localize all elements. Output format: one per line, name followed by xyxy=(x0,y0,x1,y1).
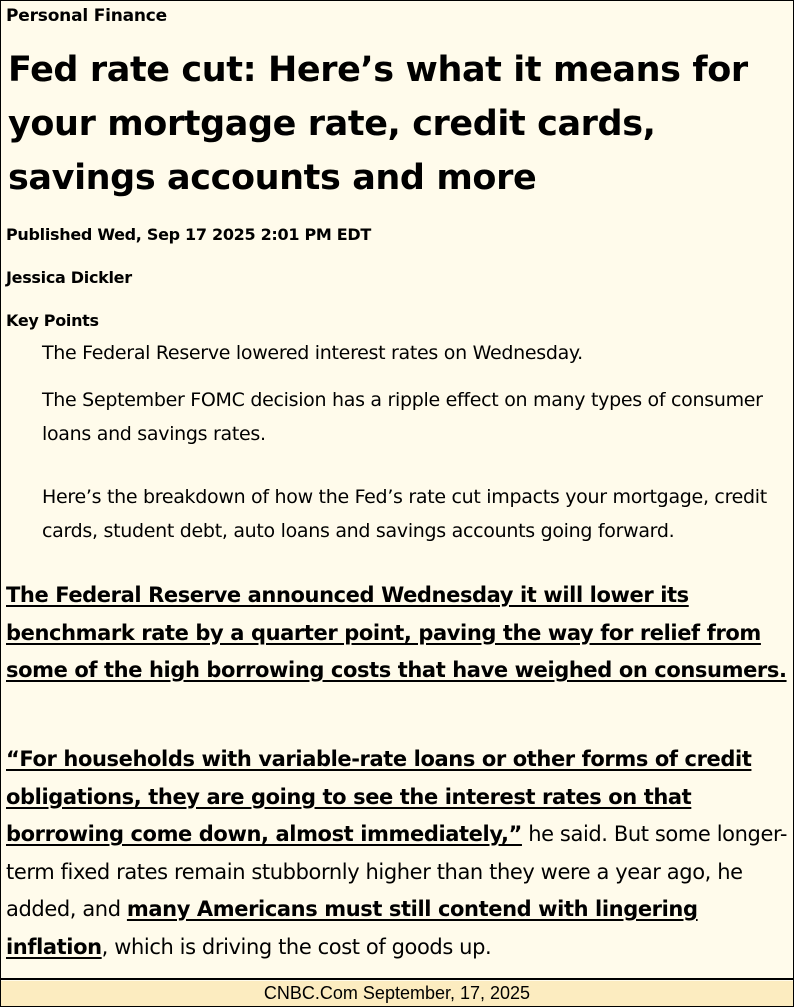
key-point: The September FOMC decision has a ripple effect on many types of consumer loans and savings rates. xyxy=(42,389,763,445)
lead-paragraph: The Federal Reserve announced Wednesday it will lower its benchmark rate by a quarter point, paving the way for relief from some of the high borrowing costs that have weighed on consumers. xyxy=(6,583,787,682)
quote-text: “For households with variable-rate loans or other forms of credit obligations, they are going to see the interest rates on that borrowing come down, almost immediately,” xyxy=(6,747,752,846)
body-text: he said. But some longer-term fixed rates remain stubbornly higher than they were a year ago, he added, and xyxy=(6,822,788,921)
key-point: Here’s the breakdown of how the Fed’s rate cut impacts your mortgage, credit cards, student debt, auto loans and savings accounts going forward. xyxy=(42,486,767,542)
publish-date: Published Wed, Sep 17 2025 2:01 PM EDT xyxy=(6,225,372,244)
author-name: Jessica Dickler xyxy=(6,268,132,287)
emphasis-text: many Americans must still contend with lingering inflation xyxy=(6,897,698,959)
footer-divider xyxy=(1,978,793,980)
body-text: , which is driving the cost of goods up. xyxy=(101,934,492,959)
body-paragraph xyxy=(6,741,792,966)
key-points-heading: Key Points xyxy=(6,311,99,330)
article-category: Personal Finance xyxy=(6,6,168,26)
key-point: The Federal Reserve lowered interest rates on Wednesday. xyxy=(42,342,583,364)
footer-source: CNBC.Com September, 17, 2025 xyxy=(1,981,793,1006)
article-headline: Fed rate cut: Here’s what it means for your mortgage rate, credit cards, savings accounts and more xyxy=(8,50,748,198)
